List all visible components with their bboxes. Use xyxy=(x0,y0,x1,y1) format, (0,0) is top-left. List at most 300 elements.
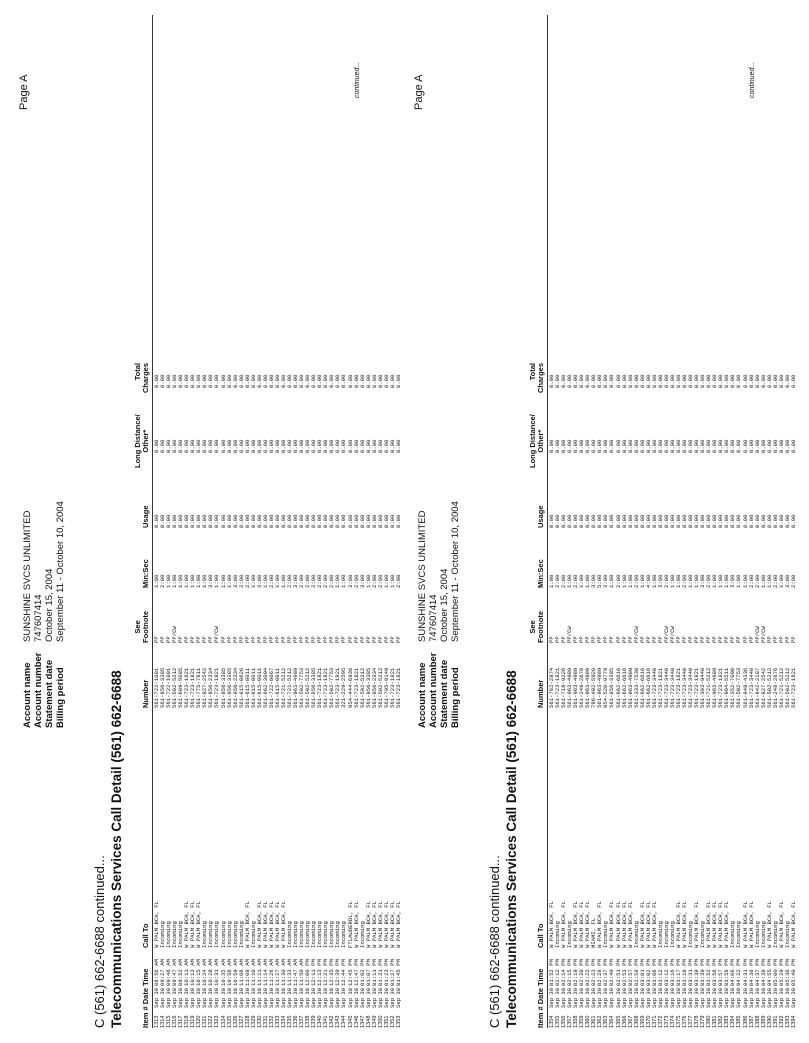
min-sec-cell: 1:00 xyxy=(650,574,658,588)
call-to-cell: W PALM BCH, FL xyxy=(620,901,628,948)
footnote-cell: PP xyxy=(195,636,203,643)
account-info xyxy=(417,501,461,728)
total-charges-cell: 0.00 xyxy=(153,374,160,388)
call-time-cell: 02:23 PM xyxy=(590,959,598,986)
long-distance-cell: 0.00 xyxy=(358,439,366,453)
phone-number-cell: 561-615-0626 xyxy=(237,667,245,708)
total-charges-cell: 0.00 xyxy=(632,374,640,388)
total-charges-cell: 0.00 xyxy=(352,374,360,388)
call-time-cell: 12:00 PM xyxy=(304,959,312,986)
continued-label: continued... xyxy=(749,61,756,98)
min-sec-cell: 1:00 xyxy=(201,574,209,588)
min-sec-cell: 1:00 xyxy=(388,574,396,588)
footnote-cell: PP xyxy=(189,636,197,643)
call-date-cell: Sep 30 xyxy=(626,987,634,1008)
call-to-cell: W PALM BCH, FL xyxy=(560,901,568,948)
item-number-cell: 1334 xyxy=(280,1015,287,1028)
item-number-cell: 1321 xyxy=(202,1015,209,1028)
call-time-cell: 01:21 PM xyxy=(376,959,384,986)
usage-cell: 0.00 xyxy=(243,514,251,528)
phone-number-cell: 561-723-1821 xyxy=(674,667,682,708)
section-title: Telecommunications Services Call Detail (561) 662-6688 xyxy=(109,670,124,1028)
phone-number-cell: 561-964-5511 xyxy=(723,667,731,708)
total-charges-cell: 0.00 xyxy=(249,374,257,388)
call-time-cell: 03:17 PM xyxy=(674,959,682,986)
call-date-cell: Sep 30 xyxy=(370,987,378,1008)
long-distance-cell: 0.00 xyxy=(298,439,306,453)
min-sec-cell: 1:00 xyxy=(334,574,342,588)
footnote-cell: PP xyxy=(578,636,586,643)
table-row xyxy=(396,15,402,1028)
usage-cell: 0.00 xyxy=(376,514,384,528)
phone-number-cell: 561-615-0011 xyxy=(273,667,281,708)
call-to-cell: FTLAUDERDL, FL xyxy=(346,901,354,948)
phone-number-cell: 561-963-4989 xyxy=(596,667,604,708)
total-charges-cell: 0.00 xyxy=(554,374,562,388)
phone-number-cell: 561-662-6616 xyxy=(614,667,622,708)
item-number-cell: 1391 xyxy=(772,1015,779,1028)
usage-cell: 0.00 xyxy=(717,514,725,528)
account-name: SUNSHINE SVCS UNLIMITED xyxy=(22,510,33,642)
call-to-cell: Incoming xyxy=(729,921,737,948)
call-to-cell: W PALM BCH, FL xyxy=(711,901,719,948)
footnote-cell: PP/CW xyxy=(668,626,676,643)
phone-number-cell: 561-723-1821 xyxy=(316,667,324,708)
min-sec-cell: 2:00 xyxy=(554,574,562,588)
min-sec-cell: 2:00 xyxy=(394,574,402,588)
call-date-cell: Sep 30 xyxy=(364,987,372,1008)
footnote-cell: PP xyxy=(650,636,658,643)
min-sec-cell: 2:00 xyxy=(753,574,761,588)
item-number-cell: 1313 xyxy=(154,1015,160,1028)
call-time-cell: 01:27 PM xyxy=(388,959,396,986)
long-distance-cell: 0.00 xyxy=(279,439,287,453)
phone-number-cell: 561-502-5212 xyxy=(783,667,791,708)
call-time-cell: 11:50 AM xyxy=(298,959,306,986)
footnote-cell: PP xyxy=(687,636,695,643)
phone-number-cell: 561-502-5212 xyxy=(304,667,312,708)
phone-number-cell: 561-827-2542 xyxy=(201,667,209,708)
phone-number-cell: 561-762-2874 xyxy=(548,667,555,708)
call-time-cell: 03:58 PM xyxy=(723,959,731,986)
long-distance-cell: 0.00 xyxy=(578,439,586,453)
total-charges-cell: 0.00 xyxy=(267,374,275,388)
usage-cell: 0.00 xyxy=(662,514,670,528)
call-to-cell: W PALM BCH, FL xyxy=(183,901,191,948)
call-date-cell: Sep 30 xyxy=(171,987,179,1008)
call-date-cell: Sep 30 xyxy=(340,987,348,1008)
call-date-cell: Sep 30 xyxy=(741,987,749,1008)
item-number-cell: 1340 xyxy=(317,1015,324,1028)
long-distance-cell: 0.00 xyxy=(723,439,731,453)
phone-number-cell: 561-662-6616 xyxy=(644,667,652,708)
total-charges-cell: 0.00 xyxy=(614,374,622,388)
item-number-cell: 1335 xyxy=(287,1015,294,1028)
phone-number-cell: 561-723-1821 xyxy=(183,667,191,708)
usage-cell: 0.00 xyxy=(699,514,707,528)
total-charges-cell: 0.00 xyxy=(693,374,701,388)
long-distance-cell: 0.00 xyxy=(771,439,779,453)
footnote-cell: PP xyxy=(153,636,160,643)
call-to-cell: W PALM BCH, FL xyxy=(674,901,682,948)
usage-cell: 0.00 xyxy=(304,514,312,528)
footnote-cell: PP xyxy=(789,636,797,643)
usage-cell: 0.00 xyxy=(560,514,568,528)
call-to-cell: W PALM BCH, FL xyxy=(267,901,275,948)
call-to-cell: Incoming xyxy=(159,921,167,948)
long-distance-cell: 0.00 xyxy=(237,439,245,453)
total-charges-cell: 0.00 xyxy=(668,374,676,388)
long-distance-cell: 0.00 xyxy=(292,439,300,453)
call-to-cell: Incoming xyxy=(219,921,227,948)
call-to-cell: W PALM BCH, FL xyxy=(153,901,160,948)
usage-cell: 0.00 xyxy=(614,514,622,528)
call-time-cell: 03:52 PM xyxy=(705,959,713,986)
min-sec-cell: 1:00 xyxy=(249,574,257,588)
call-to-cell: W PALM BCH, FL xyxy=(572,901,580,948)
call-time-cell: 02:40 PM xyxy=(608,959,616,986)
min-sec-cell: 1:00 xyxy=(626,574,634,588)
usage-cell: 0.00 xyxy=(225,514,233,528)
long-distance-cell: 0.00 xyxy=(189,439,197,453)
long-distance-cell: 0.00 xyxy=(286,439,294,453)
phone-number-cell: 561-723-3440 xyxy=(747,667,755,708)
item-number-cell: 1345 xyxy=(347,1015,354,1028)
total-charges-cell: 0.00 xyxy=(759,374,767,388)
call-to-cell: Incoming xyxy=(249,921,257,948)
phone-number-cell: 561-856-3385 xyxy=(225,667,233,708)
call-to-cell: W PALM BCH, FL xyxy=(255,901,263,948)
item-number-cell: 1367 xyxy=(627,1015,634,1028)
statement-date: October 15, 2004 xyxy=(44,568,55,642)
call-time-cell: 03:12 PM xyxy=(662,959,670,986)
call-to-cell: W PALM BCH, FL xyxy=(394,901,402,948)
min-sec-cell: 1:00 xyxy=(273,574,281,588)
call-time-cell: 11:10 AM xyxy=(249,959,257,986)
call-to-cell: W PALM BCH, FL xyxy=(723,901,731,948)
min-sec-cell: 3:00 xyxy=(255,574,263,588)
phone-number-cell: 561-775-7811 xyxy=(195,667,203,708)
call-time-cell: 05:36 PM xyxy=(783,959,791,986)
footnote-cell: PP xyxy=(723,636,731,643)
call-time-cell: 04:22 PM xyxy=(735,959,743,986)
item-number-cell: 1350 xyxy=(377,1015,384,1028)
long-distance-cell: 0.00 xyxy=(322,439,330,453)
item-number-cell: 1347 xyxy=(359,1015,366,1028)
call-to-cell: Incoming xyxy=(753,921,761,948)
item-number-cell: 1352 xyxy=(389,1015,396,1028)
call-time-cell: 09:46 AM xyxy=(165,959,173,986)
long-distance-cell: 0.00 xyxy=(717,439,725,453)
long-distance-cell: 0.00 xyxy=(231,439,239,453)
call-date-cell: Sep 30 xyxy=(304,987,312,1008)
call-date-cell: Sep 30 xyxy=(255,987,263,1008)
item-number-cell: 1327 xyxy=(238,1015,245,1028)
call-to-cell: Incoming xyxy=(304,921,312,948)
min-sec-cell: 2:00 xyxy=(298,574,306,588)
footnote-cell: PP xyxy=(279,636,287,643)
total-charges-cell: 0.00 xyxy=(765,374,773,388)
call-date-cell: Sep 30 xyxy=(388,987,396,1008)
item-number-cell: 1342 xyxy=(329,1015,336,1028)
item-number-cell: 1339 xyxy=(311,1015,318,1028)
footnote-cell: PP xyxy=(681,636,689,643)
call-to-cell: W PALM BCH, FL xyxy=(273,901,281,948)
usage-cell: 0.00 xyxy=(249,514,257,528)
item-number-cell: 1322 xyxy=(208,1015,215,1028)
call-date-cell: Sep 30 xyxy=(765,987,773,1008)
long-distance-cell: 0.00 xyxy=(352,439,360,453)
usage-cell: 0.00 xyxy=(267,514,275,528)
call-date-cell: Sep 30 xyxy=(548,987,555,1008)
phone-number-cell: 561-615-0011 xyxy=(255,667,263,708)
footnote-cell: PP xyxy=(777,636,785,643)
phone-number-cell: 954-444-6936 xyxy=(346,667,354,708)
item-number-cell: 1376 xyxy=(682,1015,689,1028)
long-distance-cell: 0.00 xyxy=(207,439,215,453)
item-number-cell: 1378 xyxy=(694,1015,701,1028)
long-distance-cell: 0.00 xyxy=(626,439,634,453)
total-charges-cell: 0.00 xyxy=(394,374,402,388)
total-charges-cell: 0.00 xyxy=(213,374,221,388)
usage-cell: 0.00 xyxy=(693,514,701,528)
long-distance-cell: 0.00 xyxy=(273,439,281,453)
phone-number-cell: 561-848-4336 xyxy=(741,667,749,708)
footnote-cell: PP xyxy=(316,636,324,643)
call-date-cell: Sep 30 xyxy=(681,987,689,1008)
long-distance-cell: 0.00 xyxy=(219,439,227,453)
usage-cell: 0.00 xyxy=(261,514,269,528)
min-sec-cell: 1:00 xyxy=(195,574,203,588)
footnote-cell: PP xyxy=(183,636,191,643)
call-date-cell: Sep 30 xyxy=(687,987,695,1008)
phone-number-cell: 561-718-9226 xyxy=(560,667,568,708)
footnote-cell: PP/CW xyxy=(566,626,574,643)
call-to-cell: W PALM BCH, FL xyxy=(681,901,689,948)
min-sec-cell: 1:00 xyxy=(189,574,197,588)
usage-cell: 0.00 xyxy=(668,514,676,528)
usage-cell: 0.00 xyxy=(638,514,646,528)
long-distance-cell: 0.00 xyxy=(370,439,378,453)
call-date-cell: Sep 30 xyxy=(177,987,185,1008)
account-name-label: Account name xyxy=(22,662,33,728)
call-time-cell: 12:21 PM xyxy=(322,959,330,986)
call-date-cell: Sep 30 xyxy=(249,987,257,1008)
call-to-cell: Incoming xyxy=(699,921,707,948)
call-to-cell: MIAMI, FL xyxy=(590,917,598,948)
total-charges-cell: 0.00 xyxy=(225,374,233,388)
phone-number-cell: 561-723-1821 xyxy=(789,667,797,708)
footnote-cell: PP xyxy=(584,636,592,643)
min-sec-cell: 1:00 xyxy=(759,574,767,588)
phone-number-cell: 561-721-5212 xyxy=(777,667,785,708)
call-date-cell: Sep 30 xyxy=(267,987,275,1008)
call-time-cell: 02:51 PM xyxy=(614,959,622,986)
call-to-cell: Incoming xyxy=(322,921,330,948)
call-time-cell: 03:56 PM xyxy=(711,959,719,986)
call-date-cell: Sep 30 xyxy=(153,987,160,1008)
long-distance-cell: 0.00 xyxy=(382,439,390,453)
call-rows xyxy=(154,15,402,1028)
call-date-cell: Sep 30 xyxy=(771,987,779,1008)
long-distance-cell: 0.00 xyxy=(753,439,761,453)
call-time-cell: 10:24 AM xyxy=(201,959,209,986)
call-to-cell: W PALM BCH, FL xyxy=(261,901,269,948)
header-number: Number xyxy=(536,679,545,708)
total-charges-cell: 0.00 xyxy=(279,374,287,388)
usage-cell: 0.00 xyxy=(723,514,731,528)
statement-date-label: Statement date xyxy=(44,659,55,728)
footnote-cell: PP xyxy=(159,636,167,643)
call-date-cell: Sep 30 xyxy=(310,987,318,1008)
long-distance-cell: 0.00 xyxy=(388,439,396,453)
usage-cell: 0.00 xyxy=(729,514,737,528)
long-distance-cell: 0.00 xyxy=(741,439,749,453)
phone-number-cell: 561-502-7753 xyxy=(328,667,336,708)
call-to-cell: Incoming xyxy=(340,921,348,948)
long-distance-cell: 0.00 xyxy=(183,439,191,453)
long-distance-cell: 0.00 xyxy=(608,439,616,453)
long-distance-cell: 0.00 xyxy=(554,439,562,453)
call-date-cell: Sep 30 xyxy=(352,987,360,1008)
total-charges-cell: 0.00 xyxy=(171,374,179,388)
account-number-label: Account number xyxy=(33,652,44,728)
call-to-cell: W PALM BCH, FL xyxy=(717,901,725,948)
call-time-cell: 12:45 PM xyxy=(346,959,354,986)
phone-number-cell: 561-248-2676 xyxy=(771,667,779,708)
footnote-cell: PP/CW xyxy=(213,626,221,643)
long-distance-cell: 0.00 xyxy=(334,439,342,453)
call-time-cell: 02:53 PM xyxy=(620,959,628,986)
call-date-cell: Sep 30 xyxy=(566,987,574,1008)
call-date-cell: Sep 30 xyxy=(729,987,737,1008)
item-number-cell: 1358 xyxy=(573,1015,580,1028)
usage-cell: 0.00 xyxy=(753,514,761,528)
call-date-cell: Sep 30 xyxy=(723,987,731,1008)
total-charges-cell: 0.00 xyxy=(388,374,396,388)
phone-number-cell: 561-723-1821 xyxy=(394,667,402,708)
item-number-cell: 1390 xyxy=(766,1015,773,1028)
long-distance-cell: 0.00 xyxy=(364,439,372,453)
min-sec-cell: 2:00 xyxy=(352,574,360,588)
phone-number-cell: 561-721-5212 xyxy=(705,667,713,708)
call-time-cell: 03:06 PM xyxy=(650,959,658,986)
call-date-cell: Sep 30 xyxy=(638,987,646,1008)
footnote-cell: PP xyxy=(219,636,227,643)
call-to-cell: W PALM BCH, FL xyxy=(705,901,713,948)
footnote-cell: PP xyxy=(243,636,251,643)
call-date-cell: Sep 30 xyxy=(753,987,761,1008)
call-to-cell: Incoming xyxy=(231,921,239,948)
long-distance-cell: 0.00 xyxy=(747,439,755,453)
call-to-cell: W PALM BCH, FL xyxy=(195,901,203,948)
item-number-cell: 1373 xyxy=(663,1015,670,1028)
call-to-cell: Incoming xyxy=(292,921,300,948)
item-number-cell: 1386 xyxy=(742,1015,749,1028)
header-number: Number xyxy=(141,679,150,708)
call-time-cell: 03:01 PM xyxy=(638,959,646,986)
phone-number-cell: 561-963-4989 xyxy=(626,667,634,708)
header-min-sec: Min:Sec xyxy=(536,559,545,588)
total-charges-cell: 0.00 xyxy=(243,374,251,388)
usage-cell: 0.00 xyxy=(153,514,160,528)
item-number-cell: 1357 xyxy=(567,1015,574,1028)
item-number-cell: 1332 xyxy=(268,1015,275,1028)
call-to-cell: Incoming xyxy=(213,921,221,948)
min-sec-cell: 4:00 xyxy=(644,574,652,588)
call-time-cell: 11:33 AM xyxy=(286,959,294,986)
footnote-cell: PP xyxy=(231,636,239,643)
usage-cell: 0.00 xyxy=(195,514,203,528)
total-charges-cell: 0.00 xyxy=(340,374,348,388)
statement-date: October 15, 2004 xyxy=(439,568,450,642)
call-time-cell: 01:52 PM xyxy=(548,959,555,986)
call-time-cell: 05:40 PM xyxy=(789,959,797,986)
call-to-cell: Incoming xyxy=(201,921,209,948)
total-charges-cell: 0.00 xyxy=(644,374,652,388)
usage-cell: 0.00 xyxy=(183,514,191,528)
usage-cell: 0.00 xyxy=(298,514,306,528)
usage-cell: 0.00 xyxy=(286,514,294,528)
min-sec-cell: 3:00 xyxy=(292,574,300,588)
total-charges-cell: 0.00 xyxy=(674,374,682,388)
total-charges-cell: 0.00 xyxy=(548,374,555,388)
usage-cell: 0.00 xyxy=(554,514,562,528)
long-distance-cell: 0.00 xyxy=(602,439,610,453)
footnote-cell: PP xyxy=(328,636,336,643)
call-date-cell: Sep 30 xyxy=(608,987,616,1008)
footnote-cell: PP/CW xyxy=(753,626,761,643)
call-to-cell: Incoming xyxy=(662,921,670,948)
call-to-cell: W PALM BCH, FL xyxy=(388,901,396,948)
long-distance-cell: 0.00 xyxy=(620,439,628,453)
item-number-cell: 1333 xyxy=(274,1015,281,1028)
call-time-cell: 02:37 PM xyxy=(602,959,610,986)
phone-number-cell: 561-827-2542 xyxy=(759,667,767,708)
min-sec-cell: 1:00 xyxy=(382,574,390,588)
long-distance-cell: 0.00 xyxy=(632,439,640,453)
footnote-cell: PP xyxy=(608,636,616,643)
call-date-cell: Sep 30 xyxy=(195,987,203,1008)
item-number-cell: 1383 xyxy=(724,1015,731,1028)
usage-cell: 0.00 xyxy=(394,514,402,528)
call-time-cell: 02:22 PM xyxy=(584,959,592,986)
call-to-cell: Incoming xyxy=(165,921,173,948)
call-time-cell: 10:59 AM xyxy=(231,959,239,986)
call-time-cell: 11:11 AM xyxy=(255,959,263,986)
phone-number-cell: 561-502-5212 xyxy=(376,667,384,708)
call-to-cell: W PALM BCH, FL xyxy=(370,901,378,948)
footnote-cell: PP xyxy=(711,636,719,643)
total-charges-cell: 0.00 xyxy=(602,374,610,388)
call-date-cell: Sep 30 xyxy=(578,987,586,1008)
usage-cell: 0.00 xyxy=(159,514,167,528)
total-charges-cell: 0.00 xyxy=(656,374,664,388)
usage-cell: 0.00 xyxy=(759,514,767,528)
min-sec-cell: 5:00 xyxy=(596,574,604,588)
call-time-cell: 10:31 AM xyxy=(213,959,221,986)
usage-cell: 0.00 xyxy=(566,514,574,528)
call-to-cell: Incoming xyxy=(735,921,743,948)
phone-number-cell: 561-502-5212 xyxy=(358,667,366,708)
usage-cell: 0.00 xyxy=(608,514,616,528)
total-charges-cell: 0.00 xyxy=(566,374,574,388)
call-time-cell: 12:35 PM xyxy=(328,959,336,986)
long-distance-cell: 0.00 xyxy=(687,439,695,453)
long-distance-cell: 0.00 xyxy=(560,439,568,453)
footnote-cell: PP xyxy=(358,636,366,643)
item-number-cell: 1370 xyxy=(645,1015,652,1028)
